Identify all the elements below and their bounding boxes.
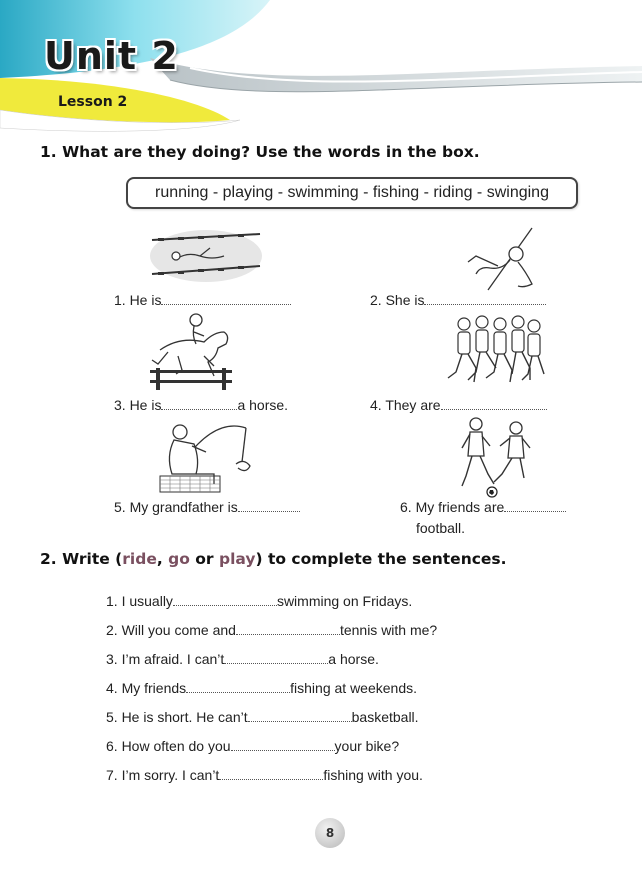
unit-title: Unit 2 — [44, 34, 179, 78]
ex1-item-6-text: 6. My friends are — [400, 499, 505, 515]
ex1-item-1-blank[interactable] — [161, 292, 291, 305]
runners-icon — [444, 312, 548, 394]
ex2-sentence-7-blank[interactable] — [219, 767, 323, 780]
ex1-item-5-text: 5. My grandfather is — [114, 499, 238, 515]
swinging-girl-icon — [458, 226, 538, 298]
lesson-label: Lesson 2 — [58, 94, 128, 110]
ex2-sentence-2-blank[interactable] — [236, 622, 340, 635]
ex2-sentence-3-blank[interactable] — [224, 651, 328, 664]
ex2-sentence-7-before: 7. I’m sorry. I can’t — [106, 767, 220, 783]
ex1-item-2-text: 2. She is — [370, 292, 425, 308]
ex1-item-6-blank[interactable] — [504, 499, 566, 512]
ex1-item-2 — [370, 292, 546, 308]
keyword-play: play — [218, 550, 256, 568]
exercise-2-title — [40, 550, 507, 568]
ex2-sentence-6-after: your bike? — [334, 738, 400, 754]
ex1-item-3-blank[interactable] — [161, 397, 237, 410]
ex2-sentence-1-after: swimming on Fridays. — [276, 593, 413, 609]
ex2-sentence-7 — [106, 767, 423, 783]
ex1-item-1-text: 1. He is — [114, 292, 162, 308]
ex2-title-sep1: , — [156, 550, 169, 568]
ex2-sentence-2 — [106, 622, 437, 638]
ex2-title-sep2: or — [189, 550, 219, 568]
ex2-sentence-6 — [106, 738, 399, 754]
ex2-sentence-1-before: 1. I usually — [106, 593, 173, 609]
ex1-item-3 — [114, 397, 288, 413]
ex2-sentence-4-before: 4. My friends — [106, 680, 187, 696]
page-number: 8 — [315, 818, 345, 848]
ex1-item-5 — [114, 499, 300, 515]
ex2-sentence-4-after: fishing at weekends. — [290, 680, 417, 696]
swimmer-icon — [148, 226, 264, 284]
ex1-item-1 — [114, 292, 291, 308]
ex2-sentence-2-after: tennis with me? — [339, 622, 438, 638]
ex2-sentence-3 — [106, 651, 379, 667]
fisherman-icon — [156, 418, 256, 496]
ex2-sentence-4-blank[interactable] — [186, 680, 290, 693]
ex2-sentence-5-after: basketball. — [351, 709, 419, 725]
ex2-sentence-7-after: fishing with you. — [323, 767, 423, 783]
ex2-sentence-2-before: 2. Will you come and — [106, 622, 236, 638]
header-banner — [0, 0, 642, 140]
ex2-sentence-5 — [106, 709, 419, 725]
ex1-item-3-text: 3. He is — [114, 397, 162, 413]
ex1-item-4-text: 4. They are — [370, 397, 441, 413]
ex2-sentence-3-before: 3. I’m afraid. I can’t — [106, 651, 225, 667]
horse-rider-icon — [148, 310, 234, 392]
ex2-sentence-1-blank[interactable] — [173, 593, 277, 606]
keyword-ride: ride — [122, 550, 157, 568]
ex2-sentence-5-before: 5. He is short. He can’t — [106, 709, 248, 725]
exercise-1-title: 1. What are they doing? Use the words in the box. — [40, 143, 480, 161]
ex2-sentence-3-after: a horse. — [328, 651, 379, 667]
ex1-item-2-blank[interactable] — [424, 292, 546, 305]
ex1-item-6-after: football. — [416, 520, 466, 536]
ex2-sentence-5-blank[interactable] — [248, 709, 352, 722]
ex1-item-3-after: a horse. — [237, 397, 289, 413]
football-players-icon — [456, 414, 536, 500]
ex1-item-4-blank[interactable] — [441, 397, 547, 410]
ex2-sentence-6-before: 6. How often do you — [106, 738, 231, 754]
ex1-item-5-blank[interactable] — [238, 499, 300, 512]
ex2-sentence-6-blank[interactable] — [231, 738, 335, 751]
keyword-go: go — [168, 550, 190, 568]
ex2-title-pre: 2. Write ( — [40, 550, 123, 568]
ex2-title-post: ) to complete the sentences. — [255, 550, 507, 568]
word-box: running - playing - swimming - fishing - riding - swinging — [126, 177, 578, 209]
ex1-item-4 — [370, 397, 547, 413]
ex2-sentence-4 — [106, 680, 417, 696]
ex2-sentence-1 — [106, 593, 412, 609]
ex1-item-6 — [400, 499, 566, 515]
